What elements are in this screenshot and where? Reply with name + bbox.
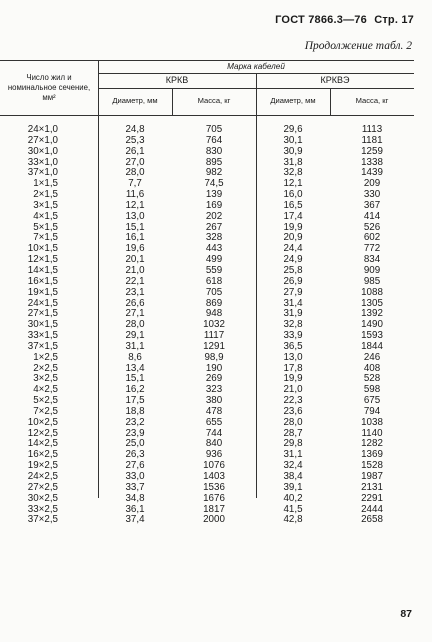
krkve-diameter: 31,8 <box>283 156 303 168</box>
krkve-mass: 528 <box>363 373 381 385</box>
krkve-diameter: 20,9 <box>283 232 303 244</box>
krkv-mass: 169 <box>205 199 223 211</box>
row-label: 24×2,5 <box>27 471 58 482</box>
krkve-diameter: 17,8 <box>283 362 303 374</box>
krkv-mass: 869 <box>205 297 223 309</box>
subheader-mass-2: Масса, кг <box>355 96 389 105</box>
subheader-diameter-1: Диаметр, мм <box>112 96 158 105</box>
subheader-mass-1: Масса, кг <box>197 96 231 105</box>
krkv-diameter: 24,8 <box>125 124 145 135</box>
krkv-diameter: 34,8 <box>125 492 145 504</box>
krkv-mass: 830 <box>205 145 223 157</box>
krkve-mass: 1987 <box>361 471 383 482</box>
krkve-mass: 1490 <box>361 319 383 331</box>
row-label: 7×1,5 <box>33 232 58 244</box>
krkve-mass: 2131 <box>361 481 383 493</box>
krkve-mass: 1088 <box>361 286 383 298</box>
krkve-diameter: 32,4 <box>283 460 303 472</box>
krkve-mass: 1593 <box>361 330 383 342</box>
krkv-diameter: 12,1 <box>125 199 145 211</box>
krkve-diameter: 31,1 <box>283 449 303 461</box>
krkv-diameter: 37,4 <box>125 514 145 526</box>
krkv-mass: 139 <box>205 189 223 201</box>
krkv-diameter: 27,1 <box>125 308 145 320</box>
row-label: 16×2,5 <box>27 449 58 461</box>
krkv-mass: 655 <box>205 416 223 428</box>
krkve-diameter: 39,1 <box>283 481 303 493</box>
krkv-mass: 982 <box>205 167 223 179</box>
krkve-diameter: 38,4 <box>283 471 303 482</box>
krkve-diameter: 32,8 <box>283 167 303 179</box>
krkve-diameter: 24,9 <box>283 254 303 266</box>
krkve-mass: 1282 <box>361 438 383 450</box>
row-label: 30×2,5 <box>27 492 58 504</box>
row-label: 33×1,0 <box>27 156 58 168</box>
krkv-mass: 328 <box>205 232 223 244</box>
row-label: 1×1,5 <box>33 178 58 190</box>
krkv-mass: 1117 <box>203 330 225 342</box>
row-label: 4×1,5 <box>33 210 58 222</box>
krkv-diameter: 19,6 <box>125 243 145 255</box>
row-label: 10×1,5 <box>27 243 58 255</box>
krkve-mass: 794 <box>363 405 381 417</box>
krkve-mass: 246 <box>363 351 381 363</box>
krkv-diameter: 23,1 <box>125 286 145 298</box>
krkv-diameter: 23,9 <box>125 427 145 439</box>
krkve-mass: 1844 <box>361 340 383 352</box>
krkv-diameter: 13,4 <box>125 362 145 374</box>
krkv-diameter: 23,2 <box>125 416 145 428</box>
krkve-mass: 1305 <box>361 297 383 309</box>
krkve-mass: 1259 <box>361 145 383 157</box>
krkv-diameter: 25,3 <box>125 134 145 146</box>
krkve-diameter: 25,8 <box>283 264 303 276</box>
krkve-diameter: 30,1 <box>283 134 303 146</box>
krkve-diameter: 12,1 <box>283 178 303 190</box>
row-label: 24×1,5 <box>27 297 58 309</box>
row-label: 16×1,5 <box>27 275 58 287</box>
row-label: 12×2,5 <box>27 427 58 439</box>
krkve-mass: 2291 <box>361 492 383 504</box>
krkv-mass: 705 <box>205 286 223 298</box>
table-row <box>0 353 432 364</box>
krkve-diameter: 32,8 <box>283 319 303 331</box>
row-label: 27×1,5 <box>27 308 58 320</box>
krkv-mass: 1403 <box>203 471 225 482</box>
group-header: Марка кабелей <box>227 62 285 71</box>
krkv-diameter: 16,1 <box>125 232 145 244</box>
krkv-diameter: 31,1 <box>125 340 145 352</box>
krkve-diameter: 13,0 <box>283 351 303 363</box>
krkve-mass: 1528 <box>361 460 383 472</box>
krkv-mass: 202 <box>205 210 223 222</box>
krkv-mass: 744 <box>205 427 223 439</box>
krkve-mass: 675 <box>363 395 381 407</box>
krkve-diameter: 41,5 <box>283 503 303 515</box>
krkve-diameter: 26,9 <box>283 275 303 287</box>
krkv-mass: 478 <box>205 405 223 417</box>
krkve-diameter: 30,9 <box>283 145 303 157</box>
krkve-diameter: 22,3 <box>283 395 303 407</box>
krkv-diameter: 17,5 <box>125 395 145 407</box>
krkve-mass: 985 <box>363 275 381 287</box>
krkve-diameter: 19,9 <box>283 373 303 385</box>
row-label: 3×1,5 <box>33 199 58 211</box>
krkve-mass: 1369 <box>361 449 383 461</box>
krkv-mass: 1817 <box>203 503 225 515</box>
krkv-diameter: 33,7 <box>125 481 145 493</box>
row-label: 33×2,5 <box>27 503 58 515</box>
page-number: 87 <box>400 608 412 620</box>
krkv-mass: 840 <box>205 438 223 450</box>
krkv-mass: 1291 <box>203 340 225 352</box>
krkv-diameter: 13,0 <box>125 210 145 222</box>
krkve-diameter: 19,9 <box>283 221 303 233</box>
krkv-diameter: 15,1 <box>125 221 145 233</box>
krkve-mass: 834 <box>363 254 381 266</box>
krkve-mass: 909 <box>363 264 381 276</box>
krkve-mass: 2658 <box>361 514 383 526</box>
brand-krkv: КРКВ <box>165 75 189 85</box>
krkv-mass: 267 <box>205 221 223 233</box>
krkve-mass: 1338 <box>361 156 383 168</box>
table-body <box>0 125 432 526</box>
krkv-diameter: 28,0 <box>125 167 145 179</box>
krkv-diameter: 20,1 <box>125 254 145 266</box>
krkv-diameter: 25,0 <box>125 438 145 450</box>
krkve-diameter: 23,6 <box>283 405 303 417</box>
standard-code: ГОСТ 7866.3—76 <box>275 14 367 26</box>
krkve-diameter: 31,9 <box>283 308 303 320</box>
row-label: 30×1,0 <box>27 145 58 157</box>
krkv-mass: 936 <box>205 449 223 461</box>
krkve-mass: 1439 <box>361 167 383 179</box>
table-row <box>0 494 432 505</box>
krkve-diameter: 16,5 <box>283 199 303 211</box>
row-label: 5×2,5 <box>33 395 58 407</box>
krkv-mass: 1676 <box>203 492 225 504</box>
krkv-mass: 1076 <box>203 460 225 472</box>
row-label: 37×1,0 <box>27 167 58 179</box>
krkve-diameter: 31,4 <box>283 297 303 309</box>
krkv-mass: 1536 <box>203 481 225 493</box>
krkv-diameter: 7,7 <box>128 178 142 190</box>
krkve-mass: 602 <box>363 232 381 244</box>
row-label: 2×2,5 <box>33 362 58 374</box>
krkve-mass: 414 <box>363 210 381 222</box>
table-row <box>0 212 432 223</box>
krkve-mass: 772 <box>363 243 381 255</box>
row-label: 2×1,5 <box>33 189 58 201</box>
page-ref: Стр. 17 <box>374 14 414 26</box>
krkv-mass: 764 <box>205 134 223 146</box>
krkve-diameter: 24,4 <box>283 243 303 255</box>
krkv-mass: 190 <box>205 362 223 374</box>
krkv-diameter: 27,0 <box>125 156 145 168</box>
row-label: 3×2,5 <box>33 373 58 385</box>
krkve-diameter: 27,9 <box>283 286 303 298</box>
krkve-diameter: 21,0 <box>283 384 303 396</box>
krkve-diameter: 28,7 <box>283 427 303 439</box>
krkve-mass: 1392 <box>361 308 383 320</box>
krkv-mass: 443 <box>205 243 223 255</box>
krkv-diameter: 27,6 <box>125 460 145 472</box>
krkve-diameter: 17,4 <box>283 210 303 222</box>
row-label: 7×2,5 <box>33 405 58 417</box>
row-label: 24×1,0 <box>27 124 58 135</box>
krkv-mass: 98,9 <box>204 351 224 363</box>
krkv-diameter: 16,2 <box>125 384 145 396</box>
krkv-diameter: 11,6 <box>125 189 145 201</box>
krkve-mass: 1181 <box>361 134 383 146</box>
table-row <box>0 418 432 429</box>
krkve-mass: 526 <box>363 221 381 233</box>
krkv-diameter: 15,1 <box>125 373 145 385</box>
krkve-diameter: 29,8 <box>283 438 303 450</box>
krkv-mass: 380 <box>205 395 223 407</box>
krkv-mass: 499 <box>205 254 223 266</box>
krkv-diameter: 18,8 <box>125 405 145 417</box>
krkv-diameter: 33,0 <box>125 471 145 482</box>
krkv-mass: 895 <box>205 156 223 168</box>
table-top-rule <box>0 60 414 61</box>
krkv-mass: 948 <box>205 308 223 320</box>
row-label: 30×1,5 <box>27 319 58 331</box>
krkv-diameter: 29,1 <box>125 330 145 342</box>
row-label: 12×1,5 <box>27 254 58 266</box>
table-row <box>0 147 432 158</box>
row-label: 14×2,5 <box>27 438 58 450</box>
table-continuation-caption: Продолжение табл. 2 <box>304 40 412 52</box>
krkv-diameter: 36,1 <box>125 503 145 515</box>
krkve-mass: 367 <box>363 199 381 211</box>
row-label: 10×2,5 <box>27 416 58 428</box>
krkve-diameter: 42,8 <box>283 514 303 526</box>
krkve-diameter: 16,0 <box>283 189 303 201</box>
krkve-diameter: 33,9 <box>283 330 303 342</box>
krkv-mass: 74,5 <box>204 178 224 190</box>
table-row <box>0 288 432 299</box>
krkve-mass: 598 <box>363 384 381 396</box>
krkv-diameter: 26,6 <box>125 297 145 309</box>
row-label: 19×2,5 <box>27 460 58 472</box>
row-label: 33×1,5 <box>27 330 58 342</box>
krkv-mass: 705 <box>205 124 223 135</box>
krkv-mass: 2000 <box>203 514 225 526</box>
krkve-diameter: 29,6 <box>283 124 303 135</box>
row-label: 37×2,5 <box>27 514 58 526</box>
row-label: 4×2,5 <box>33 384 58 396</box>
krkv-diameter: 8,6 <box>128 351 142 363</box>
row-label: 19×1,5 <box>27 286 58 298</box>
row-label: 1×2,5 <box>33 351 58 363</box>
krkve-mass: 1113 <box>361 124 383 135</box>
krkv-diameter: 26,3 <box>125 449 145 461</box>
krkve-mass: 1140 <box>361 427 383 439</box>
row-label: 27×1,0 <box>27 134 58 146</box>
table-row <box>0 515 432 526</box>
krkve-mass: 209 <box>363 178 381 190</box>
krkv-diameter: 28,0 <box>125 319 145 331</box>
subheader-diameter-2: Диаметр, мм <box>270 96 316 105</box>
krkv-mass: 618 <box>205 275 223 287</box>
krkv-mass: 269 <box>205 373 223 385</box>
krkv-diameter: 21,0 <box>125 264 145 276</box>
krkve-diameter: 40,2 <box>283 492 303 504</box>
krkve-mass: 330 <box>363 189 381 201</box>
row-label: 5×1,5 <box>33 221 58 233</box>
krkve-diameter: 36,5 <box>283 340 303 352</box>
running-header <box>275 14 414 26</box>
krkv-diameter: 26,1 <box>125 145 145 157</box>
row-label: 27×2,5 <box>27 481 58 493</box>
row-label: 14×1,5 <box>27 264 58 276</box>
stub-header: Число жил и номинальное сечение, мм² <box>7 73 91 102</box>
krkve-mass: 2444 <box>361 503 383 515</box>
header-bottom-rule <box>0 115 414 116</box>
brand-krkve: КРКВЭ <box>320 75 350 85</box>
krkv-mass: 323 <box>205 384 223 396</box>
krkv-mass: 559 <box>205 264 223 276</box>
krkve-mass: 408 <box>363 362 381 374</box>
krkv-diameter: 22,1 <box>125 275 145 287</box>
krkv-mass: 1032 <box>203 319 225 331</box>
row-label: 37×1,5 <box>27 340 58 352</box>
krkve-diameter: 28,0 <box>283 416 303 428</box>
krkve-mass: 1038 <box>361 416 383 428</box>
